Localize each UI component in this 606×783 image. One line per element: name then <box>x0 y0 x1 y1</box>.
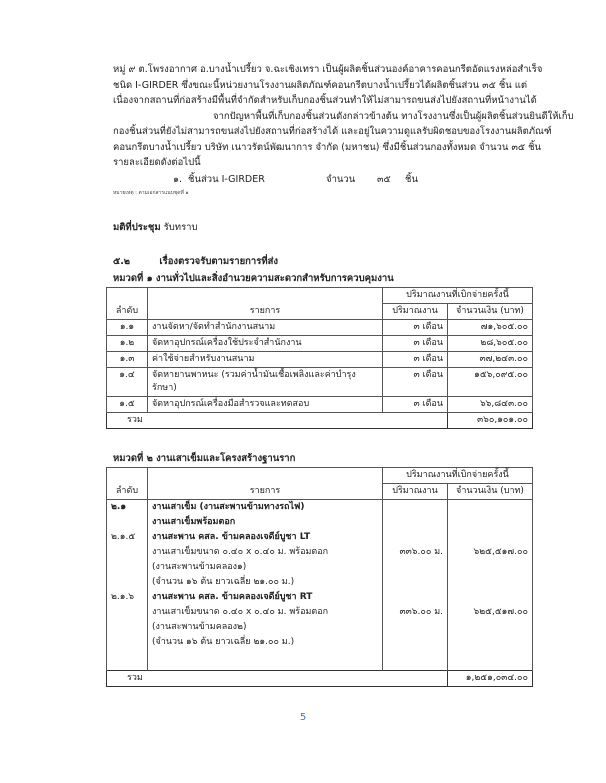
row-item-line: งานสะพาน คสล. ข้ามคลองเจดีย์บูชา RT <box>148 590 383 605</box>
item-name: ชิ้นส่วน I-GIRDER <box>188 173 265 185</box>
row-number <box>107 560 148 575</box>
row-qty <box>383 530 448 545</box>
header-no: ลำดับ <box>107 287 148 319</box>
category-1-table-wrap <box>106 287 533 429</box>
row-qty: ๓๓๖.๐๐ ม. <box>383 545 448 560</box>
row-number: ๒.๑ <box>107 499 148 515</box>
row-item-line: งานเสาเข็มขนาด ๐.๔๐ x ๐.๔๐ ม. พร้อมตอก <box>148 605 383 620</box>
table-row <box>107 367 533 396</box>
qty-unit: ชิ้น <box>405 173 418 185</box>
row-item: จัดหาอุปกรณ์เครื่องมือสำรวจและทดสอบ <box>148 396 383 412</box>
spacer-cell <box>383 650 448 671</box>
row-item: จัดหายานพาหนะ (รวมค่าน้ำมันเชื้อเพลิงและค่าบำรุงรักษา) <box>148 367 383 396</box>
remark-note: หมายเหตุ : ตามเอกสารแนบชุดที่ ๑ <box>113 189 189 196</box>
row-item-line: งานสะพาน คสล. ข้ามคลองเจดีย์บูชา LT <box>148 530 383 545</box>
qty-value: ๓๕ <box>377 173 391 185</box>
text-line: หมู่ ๙ ต.โพรงอากาศ อ.บางน้ำเปรี้ยว จ.ฉะเชิงเทรา เป็นผู้ผลิตชิ้นส่วนองค์อาคารคอนกรีตอัดแรงหล่อสำเร็จ <box>113 64 543 75</box>
row-amount: ๗๑,๖๐๕.๐๐ <box>448 319 533 335</box>
row-item-line: (งานสะพานข้ามคลอง๑) <box>148 560 383 575</box>
row-qty: ๓๓๖.๐๐ ม. <box>383 605 448 620</box>
row-qty: ๓ เดือน <box>383 351 448 367</box>
row-item-line: (จำนวน ๑๖ ต้น ยาวเฉลี่ย ๒๑.๐๐ ม.) <box>148 575 383 590</box>
table-row <box>107 605 533 620</box>
row-number: ๑.๓ <box>107 351 148 367</box>
row-number <box>107 575 148 590</box>
row-item: ค่าใช้จ่ายสำหรับงานสนาม <box>148 351 383 367</box>
table-row <box>107 545 533 560</box>
row-amount: ๖๒๕,๕๑๗.๐๐ <box>448 605 533 620</box>
table-row <box>107 590 533 605</box>
category-1-table <box>106 287 533 429</box>
row-item-line: (งานสะพานข้ามคลอง๒) <box>148 620 383 635</box>
row-number: ๑.๒ <box>107 335 148 351</box>
row-item: จัดหาอุปกรณ์เครื่องใช้ประจำสำนักงาน <box>148 335 383 351</box>
row-number <box>107 515 148 530</box>
section-number: ๕.๒ <box>113 255 131 267</box>
row-qty <box>383 560 448 575</box>
table-row <box>107 620 533 635</box>
row-qty <box>383 499 448 515</box>
row-number: ๒.๑.๕ <box>107 530 148 545</box>
row-qty: ๓ เดือน <box>383 319 448 335</box>
table-row <box>107 351 533 367</box>
section-heading <box>113 254 543 270</box>
table-row <box>107 530 533 545</box>
row-number: ๑.๔ <box>107 367 148 396</box>
spacer-cell <box>148 650 383 671</box>
item-number: ๑. <box>173 173 183 185</box>
table-row <box>107 335 533 351</box>
row-amount <box>448 635 533 650</box>
section-title: เรื่องตรวจรับตามรายการที่ส่ง <box>159 255 279 267</box>
row-number <box>107 635 148 650</box>
row-qty <box>383 575 448 590</box>
resolution <box>113 220 543 236</box>
qty-label: จำนวน <box>326 173 356 185</box>
row-number: ๑.๕ <box>107 396 148 412</box>
category-2-table-wrap <box>106 467 533 687</box>
row-amount <box>448 575 533 590</box>
spacer-cell <box>107 650 148 671</box>
header-amount: จำนวนเงิน (บาท) <box>448 483 533 499</box>
row-amount <box>448 530 533 545</box>
table-row <box>107 499 533 515</box>
total-label: รวม <box>107 412 448 428</box>
row-number: ๑.๑ <box>107 319 148 335</box>
header-item: รายการ <box>148 467 383 499</box>
header-group: ปริมาณงานที่เบิกจ่ายครั้งนี้ <box>383 467 533 483</box>
row-qty: ๓ เดือน <box>383 367 448 396</box>
intro-paragraph <box>113 62 574 171</box>
row-amount: ๒๘,๖๐๕.๐๐ <box>448 335 533 351</box>
table-row <box>107 635 533 650</box>
table-row <box>107 515 533 530</box>
category-2-table <box>106 467 533 687</box>
row-item-line: งานเสาเข็มพร้อมตอก <box>148 515 383 530</box>
row-qty <box>383 620 448 635</box>
row-qty <box>383 515 448 530</box>
row-qty: ๓ เดือน <box>383 396 448 412</box>
spacer-cell <box>448 650 533 671</box>
row-item-line: งานเสาเข็มขนาด ๐.๔๐ x ๐.๔๐ ม. พร้อมตอก <box>148 545 383 560</box>
table-row <box>107 319 533 335</box>
text-line: รายละเอียดดังต่อไปนี้ <box>113 157 201 168</box>
header-group: ปริมาณงานที่เบิกจ่ายครั้งนี้ <box>383 287 533 303</box>
row-number <box>107 605 148 620</box>
row-amount <box>448 620 533 635</box>
text-line: คอนกรีตบางน้ำเปรี้ยว บริษัท เนาวรัตน์พัฒนาการ จำกัด (มหาชน) ซึ่งมีชิ้นส่วนกองทั้งหมด จำนวน ๓๕ ชิ้น <box>113 141 542 153</box>
row-amount: ๓๗,๒๔๓.๐๐ <box>448 351 533 367</box>
row-item-line: งานเสาเข็ม (งานสะพานข้ามทางรถไฟ) <box>148 499 383 515</box>
row-item-line: (จำนวน ๑๖ ต้น ยาวเฉลี่ย ๒๑.๐๐ ม.) <box>148 635 383 650</box>
total-label: รวม <box>107 670 448 686</box>
resolution-value: รับทราบ <box>163 221 198 233</box>
category-1-title: หมวดที่ ๑ งานทั่วไปและสิ่งอำนวยความสะดวกสำหรับการควบคุมงาน <box>113 272 394 284</box>
header-item: รายการ <box>148 287 383 319</box>
row-amount <box>448 515 533 530</box>
table-row <box>107 560 533 575</box>
text-line: ชนิด I-GIRDER ซึ่งขณะนี้หน่วยงานโรงงานผลิตภัณฑ์คอนกรีตบางน้ำเปรี้ยวได้ผลิตชิ้นส่วน ๓๕ ชิ้น แต่ <box>113 79 528 91</box>
row-amount: ๑๕๖,๐๙๕.๐๐ <box>448 367 533 396</box>
row-amount <box>448 560 533 575</box>
row-amount <box>448 590 533 605</box>
text-line: กองชิ้นส่วนที่ยังไม่สามารถขนส่งไปยังสถานที่ก่อสร้างได้ และอยู่ในความดูแลรับผิดชอบของโรงงานผลิตภัณฑ์ <box>113 126 552 137</box>
header-qty: ปริมาณงาน <box>383 303 448 319</box>
resolution-label: มติที่ประชุม <box>113 221 161 233</box>
text-line: เนื่องจากสถานที่ก่อสร้างมีพื้นที่จำกัดสำหรับเก็บกองชิ้นส่วนทำให้ไม่สามารถขนส่งไปยังสถานที่หน้างานได้ <box>113 95 537 106</box>
header-amount: จำนวนเงิน (บาท) <box>448 303 533 319</box>
header-no: ลำดับ <box>107 467 148 499</box>
girder-item <box>113 172 543 188</box>
table-row <box>107 575 533 590</box>
row-amount: ๖๖,๘๔๓.๐๐ <box>448 396 533 412</box>
category-2-title: หมวดที่ ๒ งานเสาเข็มและโครงสร้างฐานราก <box>113 452 296 464</box>
row-item: งานจัดหา/จัดทำสำนักงานสนาม <box>148 319 383 335</box>
row-number: ๒.๑.๖ <box>107 590 148 605</box>
row-qty: ๓ เดือน <box>383 335 448 351</box>
total-amount: ๓๖๐,๑๐๑.๐๐ <box>448 412 533 428</box>
table-row <box>107 396 533 412</box>
total-row <box>107 670 533 686</box>
header-qty: ปริมาณงาน <box>383 483 448 499</box>
total-row <box>107 412 533 428</box>
text-line: จากปัญหาพื้นที่เก็บกองชิ้นส่วนดังกล่าวข้างต้น ทางโรงงานซึ่งเป็นผู้ผลิตชิ้นส่วนยินดีให้เก็บ <box>213 110 574 122</box>
row-qty <box>383 590 448 605</box>
row-amount <box>448 499 533 515</box>
page-number: 5 <box>299 711 307 723</box>
total-amount: ๑,๒๕๑,๐๓๔.๐๐ <box>448 670 533 686</box>
row-number <box>107 620 148 635</box>
row-qty <box>383 635 448 650</box>
row-number <box>107 545 148 560</box>
row-amount: ๖๒๕,๕๑๗.๐๐ <box>448 545 533 560</box>
